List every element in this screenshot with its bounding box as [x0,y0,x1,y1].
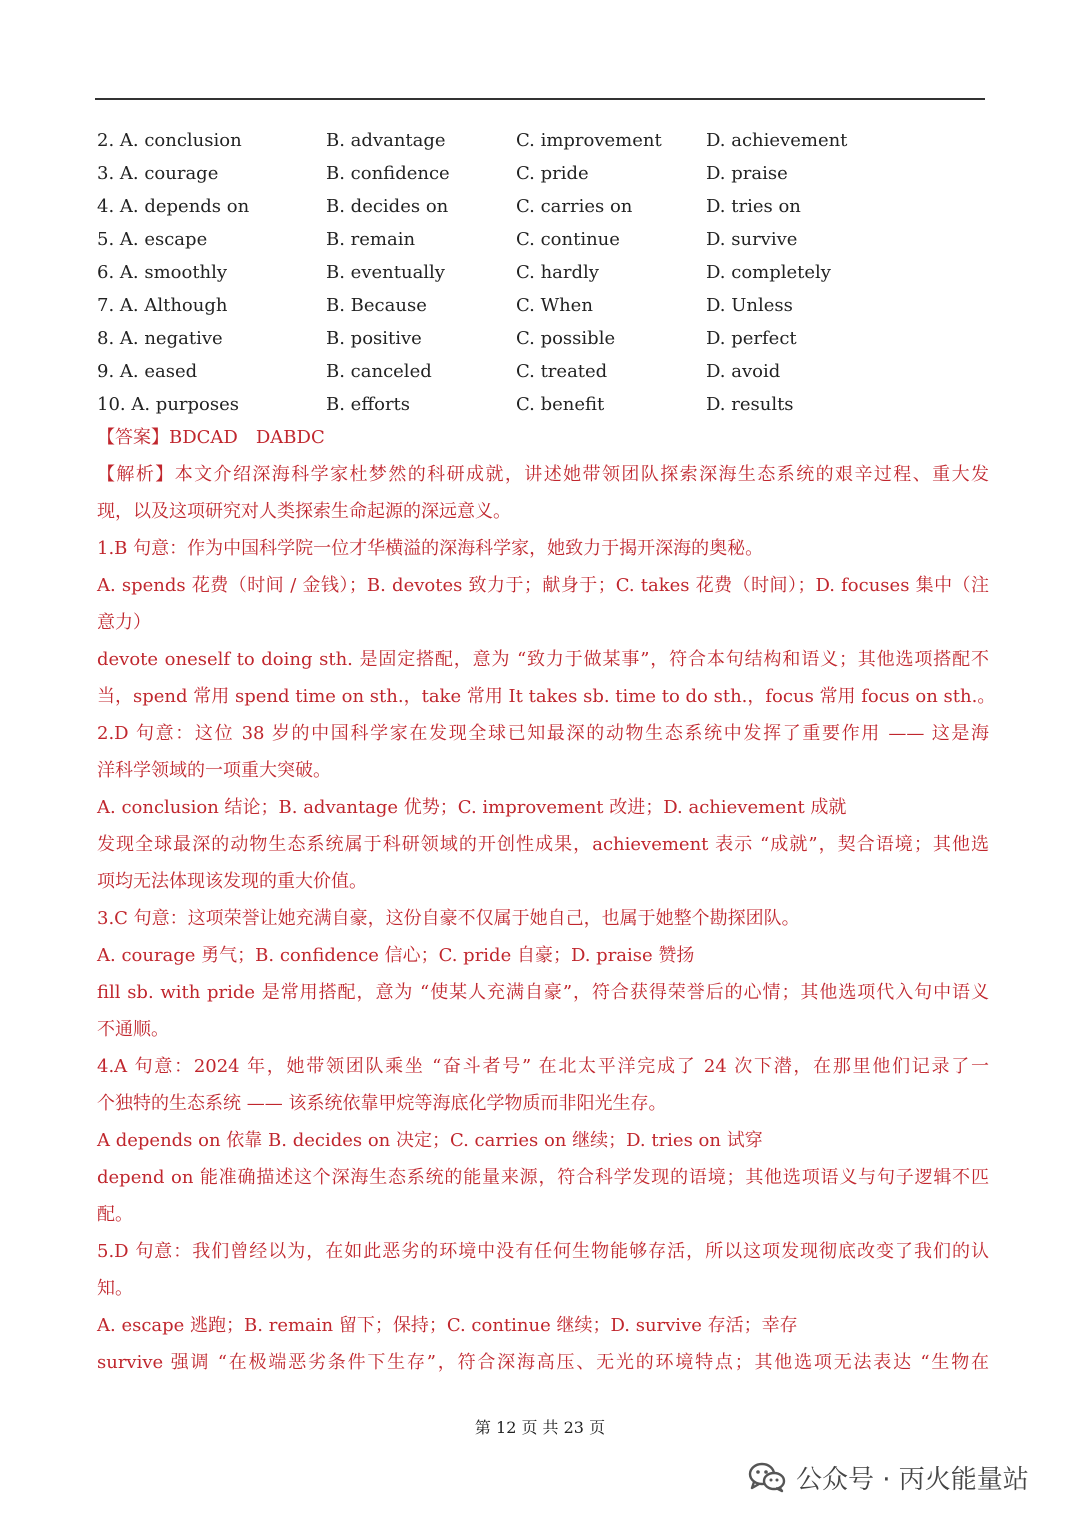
option-cell: B. Because [326,295,427,316]
analysis-line: 1.B 句意：作为中国科学院一位才华横溢的深海科学家，她致力于揭开深海的奥秘。 [97,538,764,559]
option-cell: D. survive [706,229,798,250]
option-row [97,256,987,289]
option-cell: B. confidence [326,163,450,184]
analysis-line: fill sb. with pride 是常用搭配，意为 “使某人充满自豪”，符合获得荣誉后的心情；其他选项代入句中语义 [97,982,989,1003]
option-cell: C. improvement [516,130,662,151]
option-cell: 8. A. negative [97,328,223,349]
analysis-line: 【答案】BDCAD DABDC [97,427,325,448]
analysis-line: 【解析】本文介绍深海科学家杜梦然的科研成就，讲述她带领团队探索深海生态系统的艰辛过程、重大发 [97,464,989,485]
option-cell: B. canceled [326,361,432,382]
option-row [97,388,987,421]
option-cell: C. pride [516,163,589,184]
analysis-line: depend on 能准确描述这个深海生态系统的能量来源，符合科学发现的语境；其他选项语义与句子逻辑不匹 [97,1167,989,1188]
header-rule [95,98,985,100]
option-cell: D. praise [706,163,788,184]
analysis-line: A. escape 逃跑；B. remain 留下；保持；C. continue 继续；D. survive 存活；幸存 [97,1315,798,1336]
option-cell: C. continue [516,229,620,250]
option-row [97,223,987,256]
analysis-line: 意力） [97,612,151,633]
option-cell: 6. A. smoothly [97,262,228,283]
analysis-line: 2.D 句意：这位 38 岁的中国科学家在发现全球已知最深的动物生态系统中发挥了重要作用 —— 这是海 [97,723,989,744]
analysis-line: 洋科学领域的一项重大突破。 [97,760,331,781]
option-cell: 3. A. courage [97,163,219,184]
option-cell: D. Unless [706,295,793,316]
option-cell: C. possible [516,328,616,349]
analysis-line: survive 强调 “在极端恶劣条件下生存”，符合深海高压、无光的环境特点；其他选项无法表达 “生物在 [97,1352,989,1373]
analysis-line: A. conclusion 结论；B. advantage 优势；C. improvement 改进；D. achievement 成就 [97,797,847,818]
analysis-line: 配。 [97,1204,133,1225]
analysis-line: 不通顺。 [97,1019,169,1040]
option-row [97,289,987,322]
page-number: 第 12 页 共 23 页 [474,1418,606,1437]
analysis-line: devote oneself to doing sth. 是固定搭配，意为 “致力于做某事”，符合本句结构和语义；其他选项搭配不 [97,649,989,670]
option-cell: 9. A. eased [97,361,198,382]
option-cell: C. benefit [516,394,605,415]
option-cell: 7. A. Although [97,295,228,316]
analysis-line: 3.C 句意：这项荣誉让她充满自豪，这份自豪不仅属于她自己，也属于她整个勘探团队。 [97,908,800,929]
option-cell: D. tries on [706,196,801,217]
option-cell: D. completely [706,262,831,283]
option-cell: B. remain [326,229,416,250]
option-row [97,355,987,388]
analysis-line: 当，spend 常用 spend time on sth.，take 常用 It takes sb. time to do sth.，focus 常用 focus on sth.。 [97,686,996,707]
options-table [97,124,987,421]
option-cell: D. avoid [706,361,781,382]
option-cell: 2. A. conclusion [97,130,242,151]
option-cell: C. carries on [516,196,633,217]
analysis-line: A. spends 花费（时间 / 金钱）；B. devotes 致力于；献身于；C. takes 花费（时间）；D. focuses 集中（注 [97,575,989,596]
option-cell: B. advantage [326,130,446,151]
option-cell: 5. A. escape [97,229,208,250]
option-cell: 10. A. purposes [97,394,239,415]
option-cell: 4. A. depends on [97,196,250,217]
analysis-line: 发现全球最深的动物生态系统属于科研领域的开创性成果，achievement 表示 “成就”，契合语境；其他选 [97,834,989,855]
option-row [97,322,987,355]
option-cell: B. decides on [326,196,449,217]
option-cell: C. treated [516,361,608,382]
option-cell: C. When [516,295,593,316]
analysis-line: 知。 [97,1278,133,1299]
analysis-line: 项均无法体现该发现的重大价值。 [97,871,367,892]
option-row [97,124,987,157]
analysis-section [97,419,996,1381]
analysis-line: A depends on 依靠 B. decides on 决定；C. carries on 继续；D. tries on 试穿 [97,1130,763,1151]
option-cell: B. positive [326,328,422,349]
option-row [97,157,987,190]
option-cell: B. eventually [326,262,445,283]
analysis-line: 个独特的生态系统 —— 该系统依靠甲烷等海底化学物质而非阳光生存。 [97,1093,667,1114]
option-cell: D. perfect [706,328,797,349]
option-row [97,190,987,223]
wechat-icon [748,1461,786,1493]
option-cell: B. efforts [326,394,411,415]
analysis-line: 4.A 句意：2024 年，她带领团队乘坐 “奋斗者号” 在北太平洋完成了 24 次下潜，在那里他们记录了一 [97,1056,989,1077]
option-cell: C. hardly [516,262,599,283]
option-cell: D. results [706,394,794,415]
analysis-line: 5.D 句意：我们曾经以为，在如此恶劣的环境中没有任何生物能够存活，所以这项发现彻底改变了我们的认 [97,1241,989,1262]
analysis-line: A. courage 勇气；B. confidence 信心；C. pride 自豪；D. praise 赞扬 [97,945,695,966]
analysis-line: 现，以及这项研究对人类探索生命起源的深远意义。 [97,501,511,522]
option-cell: D. achievement [706,130,848,151]
watermark [748,1455,1029,1499]
watermark-text: 公众号 · 丙火能量站 [796,1464,1029,1495]
